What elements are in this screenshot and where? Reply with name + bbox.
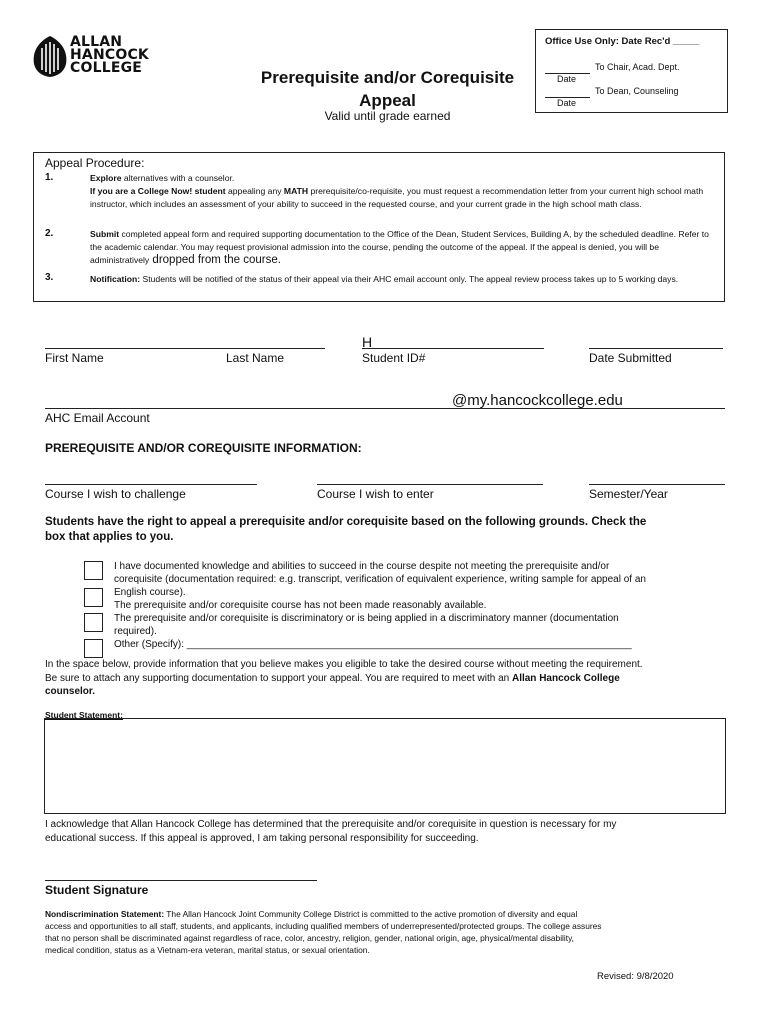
course-challenge-line[interactable] bbox=[45, 484, 257, 485]
course-challenge-label: Course I wish to challenge bbox=[45, 487, 186, 501]
semester-line[interactable] bbox=[589, 484, 725, 485]
ground-2-checkbox[interactable] bbox=[84, 588, 103, 607]
form-subtitle: Valid until grade earned bbox=[324, 109, 451, 123]
grounds-heading-line-1: Students have the right to appeal a prerequisite and/or corequisite based on the following grounds. Check the bbox=[45, 516, 647, 528]
date-submitted-line[interactable] bbox=[589, 348, 723, 349]
logo-word-3: COLLEGE bbox=[70, 60, 143, 76]
acknowledgement bbox=[45, 818, 735, 846]
nondiscrimination-line-1: The Allan Hancock Joint Community College District is committed to the active promotion of diversity and equal bbox=[164, 909, 578, 919]
last-name-label: Last Name bbox=[226, 351, 285, 365]
step-1-rest: alternatives with a counselor. bbox=[121, 173, 235, 183]
college-logo bbox=[30, 34, 160, 80]
ack-line-1: I acknowledge that Allan Hancock College has determined that the prerequisite and/or corequisite in question is necessary for my bbox=[45, 819, 617, 830]
nondiscrimination-statement bbox=[45, 908, 735, 956]
statement-line-2: Be sure to attach any supporting documentation to support your appeal. You are required to meet with an bbox=[45, 672, 512, 684]
step-2-rest: completed appeal form and required supporting documentation to the Office of the Dean, Student Services, Building A, by the scheduled deadline. Refer to the academic calendar. You may request provisional admission into the course, pending the outcome of the appeal. If the appeal is denied, you will be administratively bbox=[90, 229, 709, 265]
email-domain: @my.hancockcollege.edu bbox=[452, 392, 623, 409]
ground-3-line-1: The prerequisite and/or corequisite is discriminatory or is being applied in a discriminatory manner (documentation bbox=[114, 613, 619, 624]
ground-1-line-1: I have documented knowledge and abilities to succeed in the course despite not meeting the prerequisite and/or bbox=[114, 561, 610, 572]
ground-4-checkbox[interactable] bbox=[84, 639, 103, 658]
email-line[interactable] bbox=[45, 408, 725, 409]
student-id-prefix: H bbox=[362, 334, 373, 350]
signature-label: Student Signature bbox=[45, 883, 149, 897]
step-2-tail: dropped from the course. bbox=[149, 254, 281, 266]
student-statement-textarea[interactable] bbox=[44, 718, 726, 814]
statement-line-3-bold: counselor. bbox=[45, 686, 96, 697]
title-line-1: Prerequisite and/or Corequisite bbox=[260, 68, 515, 87]
office-use-box bbox=[535, 29, 728, 113]
step-1-body: prerequisite/co-requisite, you must request a recommendation letter from your current high school math instructor, which includes an assessment of your ability to succeed in the requested course, and your current grade in the high school math class. bbox=[90, 186, 704, 209]
logo-word-1: ALLAN bbox=[70, 34, 123, 50]
ground-3-checkbox[interactable] bbox=[84, 613, 103, 632]
nondiscrimination-line-4: medical condition, status as a Vietnam-era veteran, marital status, or sexual orientation. bbox=[45, 945, 370, 955]
grounds-options bbox=[114, 560, 726, 651]
step-3-number: 3. bbox=[45, 272, 54, 283]
step-1-mid: appealing any bbox=[225, 186, 284, 196]
signature-line[interactable] bbox=[45, 880, 317, 881]
step-3-rest: Students will be notified of the status of their appeal via their AHC email account only. The appeal review process takes up to 5 working days. bbox=[140, 274, 679, 284]
office-date-2-label: Date bbox=[557, 98, 577, 108]
student-id-line[interactable] bbox=[362, 348, 544, 349]
ground-1-checkbox[interactable] bbox=[84, 561, 103, 580]
ground-1-line-3: English course). bbox=[114, 587, 186, 598]
procedure-title: Appeal Procedure: bbox=[45, 156, 145, 170]
step-1-lead: Explore bbox=[90, 173, 122, 183]
nondiscrimination-line-3: that no person shall be discriminated against regardless of race, color, ancestry, religion, gender, national origin, age, physical/mental disability, bbox=[45, 933, 574, 943]
grounds-heading bbox=[45, 515, 725, 545]
student-statement-label: Student Statement: bbox=[45, 710, 123, 720]
first-name-label: First Name bbox=[45, 351, 104, 365]
student-id-label: Student ID# bbox=[362, 351, 426, 365]
revised-date: Revised: 9/8/2020 bbox=[597, 971, 674, 982]
step-1-math: MATH bbox=[283, 186, 309, 196]
ground-3-line-2: required). bbox=[114, 626, 157, 637]
office-line-1-label: To Chair, Acad. Dept. bbox=[595, 62, 680, 72]
statement-line-1: In the space below, provide information that you believe makes you eligible to take the desired course without meeting the requirement. bbox=[45, 659, 643, 670]
step-2-lead: Submit bbox=[90, 229, 120, 239]
step-1-text bbox=[90, 172, 718, 211]
step-1-bold: If you are a College Now! student bbox=[90, 186, 226, 196]
ack-line-2: educational success. If this appeal is approved, I am taking personal responsibility for succeeding. bbox=[45, 833, 479, 844]
office-line-2-label: To Dean, Counseling bbox=[595, 86, 679, 96]
form-title bbox=[245, 66, 530, 112]
nondiscrimination-line-2: access and opportunities to all staff, students, and applicants, including qualified members of underrepresented/protected groups. The college assures bbox=[45, 921, 602, 931]
ground-1-line-2: corequisite (documentation required: e.g. transcript, verification of equivalent experience, writing sample for appeal of an bbox=[114, 574, 646, 585]
ground-2-line-1: The prerequisite and/or corequisite course has not been made reasonably available. bbox=[114, 600, 487, 611]
nondiscrimination-lead: Nondiscrimination Statement: bbox=[45, 909, 165, 919]
office-date-1-label: Date bbox=[557, 74, 577, 84]
name-line[interactable] bbox=[45, 348, 325, 349]
statement-instructions bbox=[45, 658, 735, 699]
step-2-text bbox=[90, 228, 718, 267]
date-submitted-label: Date Submitted bbox=[589, 351, 672, 365]
email-label: AHC Email Account bbox=[45, 411, 150, 425]
title-line-2: Appeal bbox=[359, 91, 416, 110]
logo-word-2: HANCOCK bbox=[70, 47, 149, 63]
semester-label: Semester/Year bbox=[589, 487, 668, 501]
statement-line-2-bold: Allan Hancock College bbox=[511, 672, 620, 684]
ground-4-line-1: Other (Specify): ________________________________________________________________________________ bbox=[114, 639, 632, 650]
step-3-lead: Notification: bbox=[90, 274, 141, 284]
step-1-number: 1. bbox=[45, 172, 54, 183]
step-3-text bbox=[90, 273, 718, 286]
course-enter-line[interactable] bbox=[317, 484, 543, 485]
office-use-heading: Office Use Only: Date Rec'd _____ bbox=[545, 36, 700, 47]
course-enter-label: Course I wish to enter bbox=[317, 487, 434, 501]
flame-logo-icon bbox=[30, 34, 70, 78]
grounds-heading-line-2: box that applies to you. bbox=[45, 531, 174, 543]
prereq-heading: PREREQUISITE AND/OR COREQUISITE INFORMATION: bbox=[45, 441, 362, 455]
step-2-number: 2. bbox=[45, 228, 54, 239]
